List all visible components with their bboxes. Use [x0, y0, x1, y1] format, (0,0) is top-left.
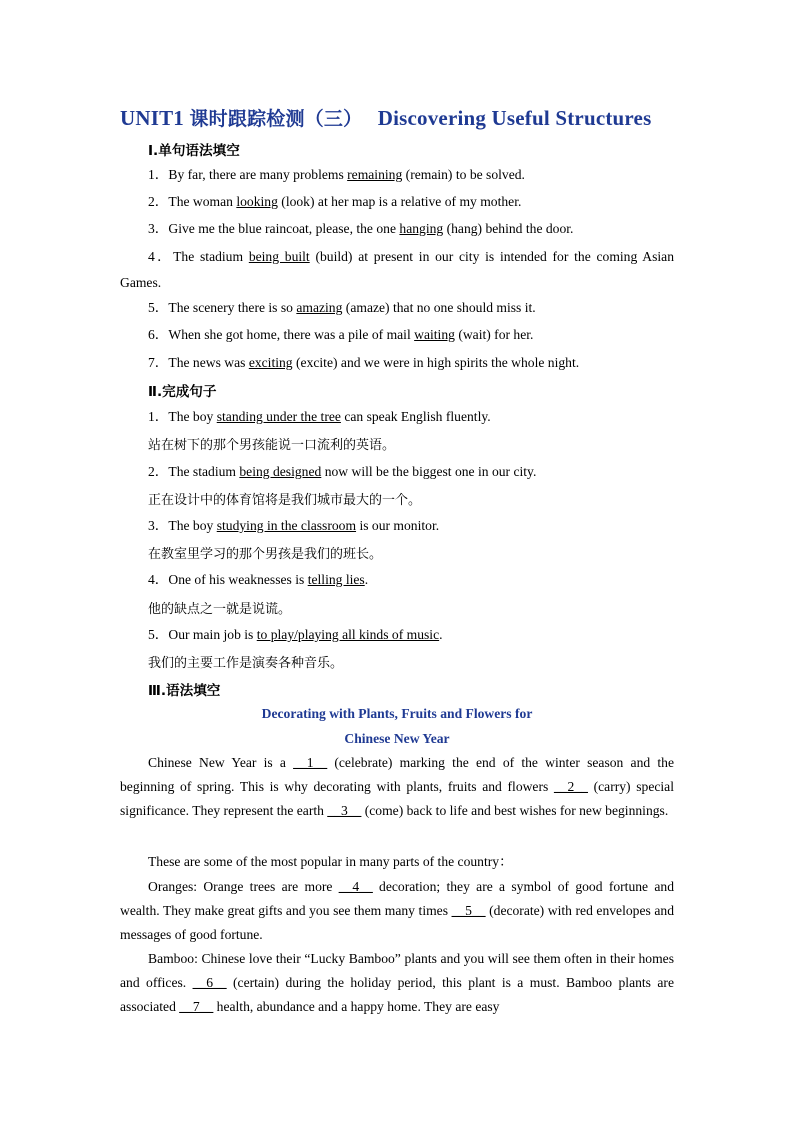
answer: waiting: [414, 327, 455, 342]
answer: being designed: [239, 464, 322, 479]
passage-paragraph-3: Oranges: Orange trees are more __4__ decoration; they are a symbol of good fortune and wealth. They make great gifts and you see them many times __5__ (decorate) with red envelopes and messages of good fortune.: [120, 879, 674, 942]
sec2-item-2-translation: 正在设计中的体育馆将是我们城市最大的一个。: [148, 493, 422, 508]
answer: to play/playing all kinds of music: [256, 627, 440, 642]
sec1-item-1: 1．By far, there are many problems remaining (remain) to be solved.: [148, 167, 525, 182]
answer: being built: [248, 249, 310, 264]
sec2-item-1: 1．The boy standing under the tree can speak English fluently.: [148, 409, 491, 424]
passage-paragraph-2: These are some of the most popular in many parts of the country：: [148, 854, 513, 869]
sec1-item-5: 5．The scenery there is so amazing (amaze) that no one should miss it.: [148, 300, 536, 315]
title-english: Discovering Useful Structures: [377, 106, 652, 130]
sec2-item-2: 2．The stadium being designed now will be the biggest one in our city.: [148, 464, 537, 479]
passage-paragraph-4: Bamboo: Chinese love their “Lucky Bamboo” plants and you will see them often in their homes and offices. __6__ (certain) during the holiday period, this plant is a must. Bamboo plants are associated __7__ health, abundance and a happy home. They are easy: [120, 951, 674, 1014]
answer: amazing: [296, 300, 343, 315]
sec2-item-3-translation: 在教室里学习的那个男孩是我们的班长。: [148, 547, 383, 562]
answer: hanging: [399, 221, 444, 236]
sec2-item-5: 5．Our main job is to play/playing all kinds of music.: [148, 627, 443, 642]
sec2-item-4: 4．One of his weaknesses is telling lies.: [148, 572, 369, 587]
answer: remaining: [347, 167, 403, 182]
passage-title-line-1: Decorating with Plants, Fruits and Flowers for: [261, 706, 533, 721]
blank-2: __2__: [553, 779, 588, 794]
answer: looking: [236, 194, 278, 209]
sec1-item-2: 2．The woman looking (look) at her map is a relative of my mother.: [148, 194, 522, 209]
blank-4: __4__: [338, 879, 373, 894]
sec1-item-4: 4．The stadium being built (build) at present in our city is intended for the coming Asian Games.: [120, 249, 674, 290]
blank-1: __1__: [293, 755, 328, 770]
section-1-heading: Ⅰ.单句语法填空: [148, 143, 240, 159]
sec2-item-4-translation: 他的缺点之一就是说谎。: [148, 602, 292, 617]
sec1-item-7: 7．The news was exciting (excite) and we were in high spirits the whole night.: [148, 355, 580, 370]
sec2-item-1-translation: 站在树下的那个男孩能说一口流利的英语。: [148, 438, 396, 453]
answer: exciting: [248, 355, 293, 370]
sec2-item-3: 3．The boy studying in the classroom is our monitor.: [148, 518, 440, 533]
answer: standing under the tree: [216, 409, 341, 424]
blank-7: __7__: [179, 999, 214, 1014]
passage-paragraph-1: Chinese New Year is a __1__ (celebrate) marking the end of the winter season and the beginning of spring. This is why decorating with plants, fruits and flowers __2__ (carry) special significance. They represent the earth __3__ (come) back to life and best wishes for new beginnings.: [120, 755, 674, 818]
sec1-item-6: 6．When she got home, there was a pile of mail waiting (wait) for her.: [148, 327, 534, 342]
sec2-item-5-translation: 我们的主要工作是演奏各种音乐。: [148, 656, 344, 671]
blank-3: __3__: [327, 803, 362, 818]
section-3-heading: Ⅲ.语法填空: [148, 683, 221, 699]
blank-6: __6__: [192, 975, 227, 990]
answer: studying in the classroom: [216, 518, 357, 533]
section-2-heading: Ⅱ.完成句子: [148, 384, 217, 400]
title-unit: UNIT1: [120, 106, 185, 130]
page-title: [120, 104, 680, 131]
sec1-item-3: 3．Give me the blue raincoat, please, the one hanging (hang) behind the door.: [148, 221, 574, 236]
passage-title-line-2: Chinese New Year: [344, 731, 450, 746]
answer: telling lies: [307, 572, 365, 587]
title-chinese: 课时跟踪检测（三）: [189, 108, 363, 130]
blank-5: __5__: [451, 903, 486, 918]
